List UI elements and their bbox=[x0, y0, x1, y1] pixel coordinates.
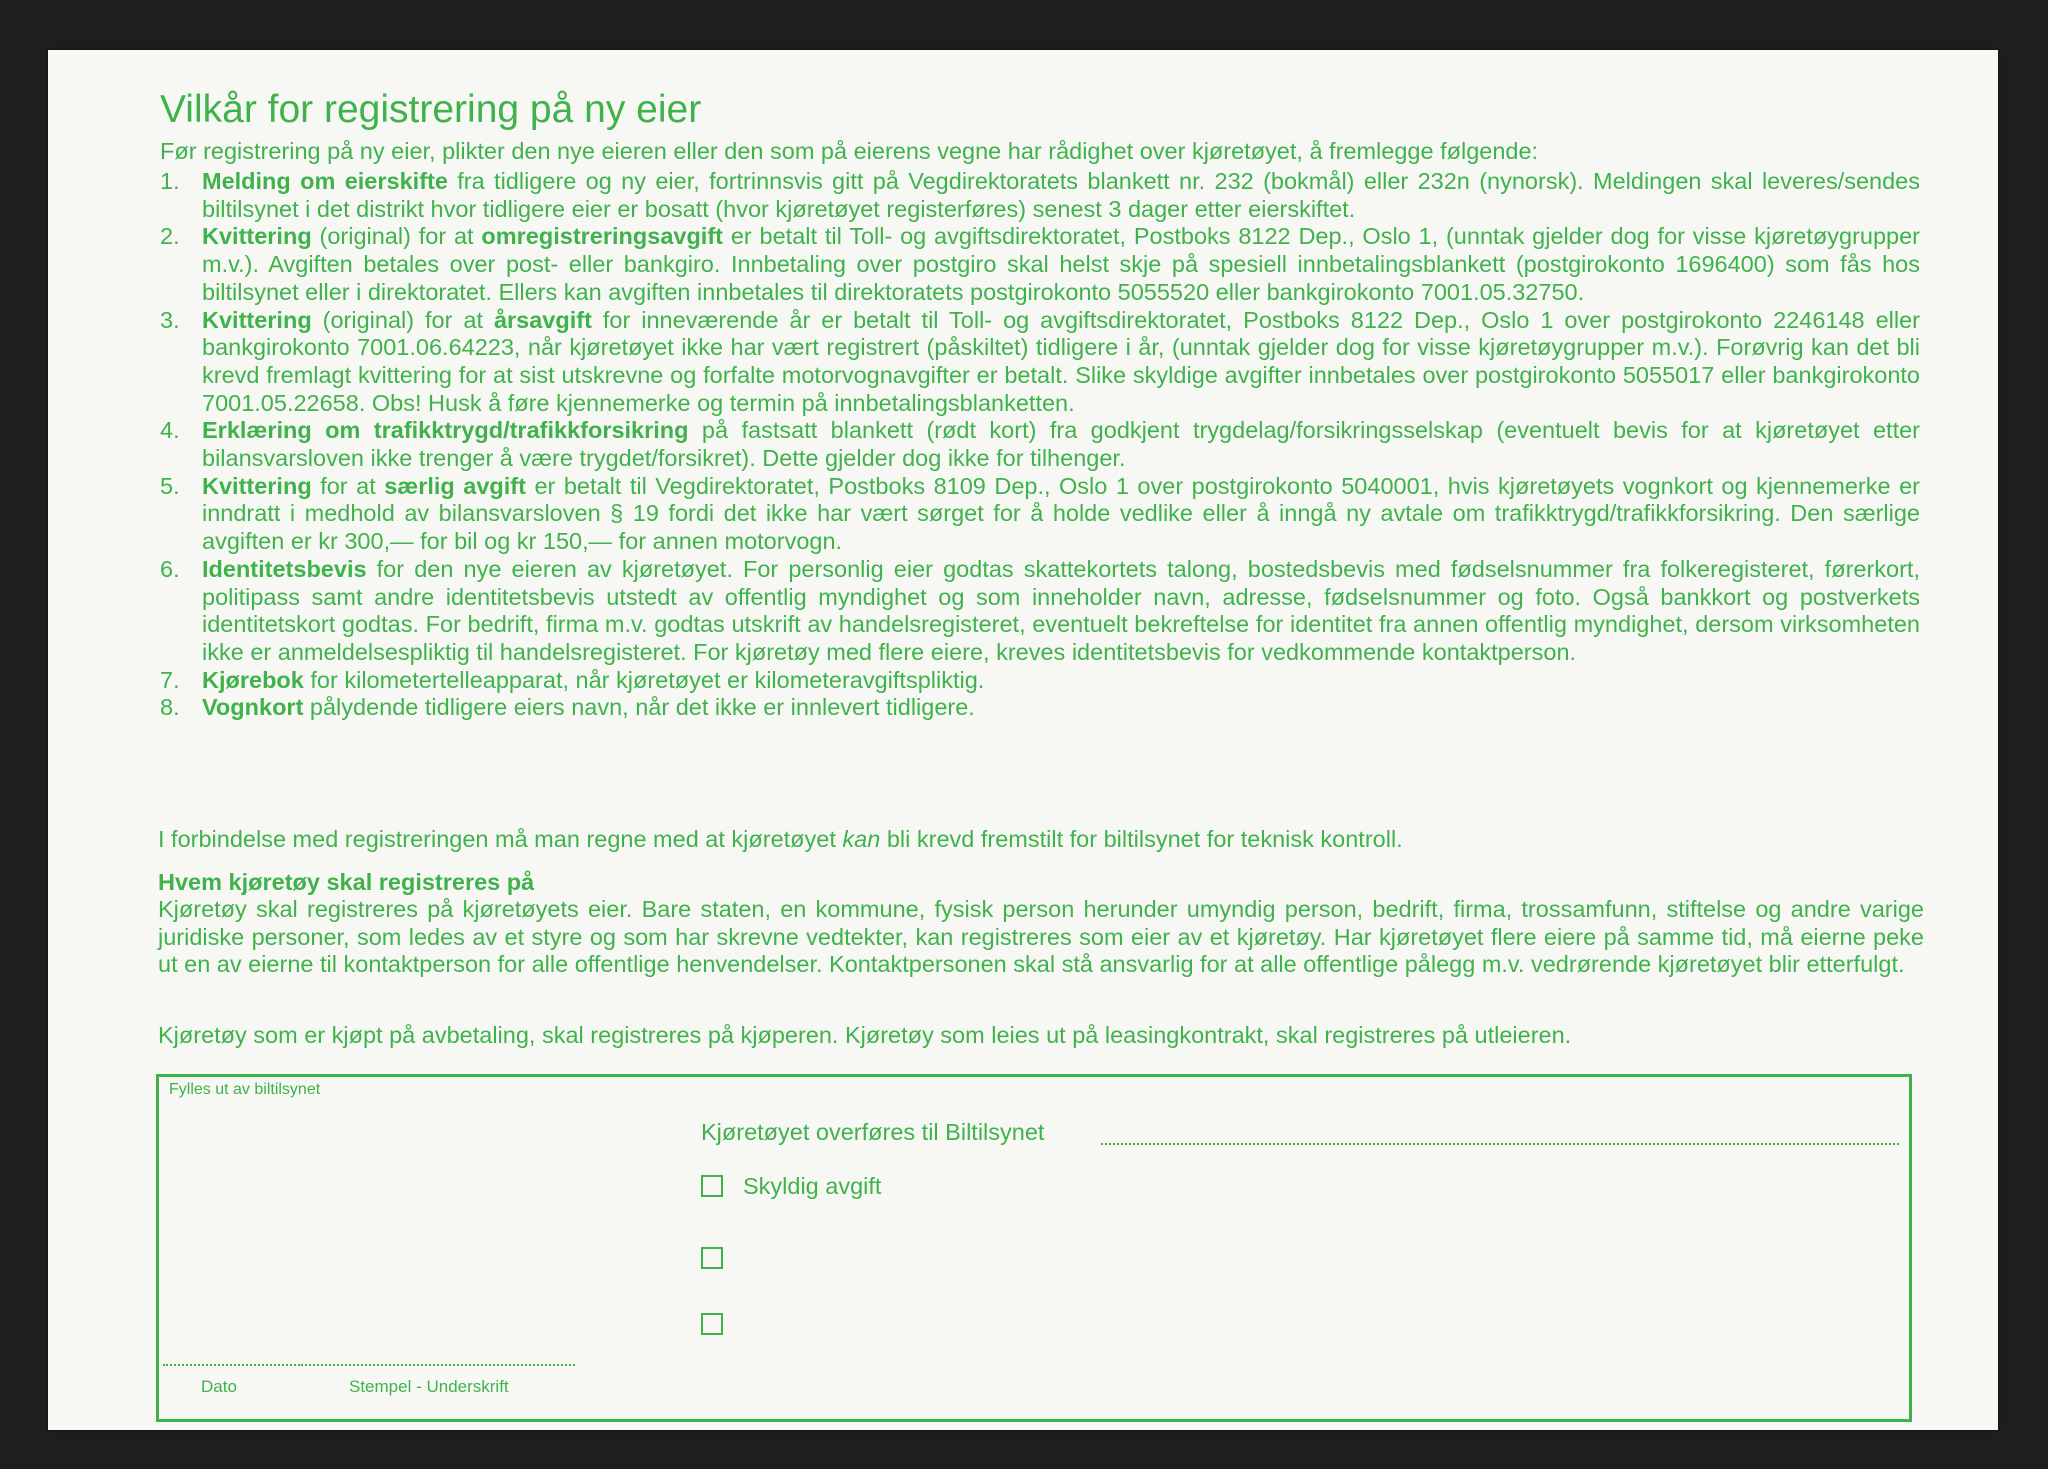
date-field[interactable] bbox=[163, 1364, 303, 1366]
office-use-label: Fylles ut av biltilsynet bbox=[169, 1081, 321, 1098]
skyldig-avgift-label: Skyldig avgift bbox=[743, 1173, 882, 1199]
list-item: 2. Kvittering (original) for at omregistreringsavgift er betalt til Toll- og avgiftsdirektoratet, Postboks 8122 Dep., Oslo 1, (unntak gjelder dog for visse kjøretøygrupper m.v.). Avgiften betales over post- eller bankgiro. Innbetaling over postgiro skal helst skje på spesiell innbetalingsblankett (postgirokonto 1696400) som fås hos biltilsynet eller i direktoratet. Ellers kan avgiften innbetales til direktoratets postgirokonto 5055520 eller bankgirokonto 7001.05.32750. bbox=[160, 223, 1921, 305]
item-heading: Identitetsbevis bbox=[202, 555, 367, 582]
item-heading: Kvittering bbox=[202, 306, 312, 333]
form-sheet bbox=[48, 50, 1998, 1430]
requirements-list bbox=[160, 168, 1920, 722]
transfer-label: Kjøretøyet overføres til Biltilsynet bbox=[701, 1119, 1045, 1145]
item-heading: Vognkort bbox=[202, 694, 304, 721]
item-number: 1. bbox=[160, 168, 180, 194]
stamp-signature-label: Stempel - Underskrift bbox=[349, 1377, 509, 1396]
list-item: 3. Kvittering (original) for at årsavgift for inneværende år er betalt til Toll- og avgiftsdirektoratet, Postboks 8122 Dep., Oslo 1 over postgirokonto 2246148 eller bankgirokonto 7001.06.64223, når kjøretøyet ikke har vært registrert (påskiltet) tidligere i år, (unntak gjelder dog for visse kjøretøygrupper m.v.). Forøvrig kan det bli krevd fremlagt kvittering for at sist utskrevne og forfalte motorvognavgifter er betalt. Slike skyldige avgifter innbetales over postgirokonto 5055017 eller bankgirokonto 7001.05.22658. Obs! Husk å føre kjennemerke og termin på innbetalingsblanketten. bbox=[160, 306, 1920, 416]
blank-checkbox-1[interactable] bbox=[701, 1247, 723, 1269]
list-item: 7. Kjørebok for kilometertelleapparat, når kjøretøyet er kilometeravgiftspliktig. bbox=[160, 666, 985, 693]
stamp-signature-field[interactable] bbox=[305, 1364, 575, 1366]
section-paragraph-2: Kjøretøy som er kjøpt på avbetaling, skal registreres på kjøperen. Kjøretøy som leies ut på leasingkontrakt, skal registreres på utleieren. bbox=[158, 1022, 1572, 1048]
list-item: 4. Erklæring om trafikktrygd/trafikkforsikring på fastsatt blankett (rødt kort) fra godkjent trygdelag/forsikringsselskap (eventuelt bevis for at kjøretøyet etter bilansvarsloven ikke trenger å være trygdet/forsikret). Dette gjelder dog ikke for tilhenger. bbox=[160, 417, 1920, 472]
item-heading: Melding om eierskifte bbox=[202, 168, 448, 194]
list-item: 5. Kvittering for at særlig avgift er betalt til Vegdirektoratet, Postboks 8109 Dep., Oslo 1 over postgirokonto 5040001, hvis kjøretøyets vognkort og kjennemerke er inndratt i medhold av bilansvarsloven § 19 fordi det ikke har vært sørget for å holde vedlike eller å inngå ny avtale om trafikktrygd/trafikkforsikring. Den særlige avgiften er kr 300,— for bil og kr 150,— for annen motorvogn. bbox=[160, 472, 1920, 555]
page-title: Vilkår for registrering på ny eier bbox=[160, 88, 702, 131]
item-heading: Kjørebok bbox=[202, 666, 304, 693]
transfer-field[interactable] bbox=[1101, 1143, 1899, 1145]
item-number: 8. bbox=[160, 694, 180, 721]
item-heading: Erklæring om trafikktrygd/trafikkforsikring bbox=[202, 417, 689, 444]
skyldig-avgift-checkbox[interactable] bbox=[701, 1175, 723, 1197]
item-number: 5. bbox=[160, 472, 180, 499]
item-number: 7. bbox=[160, 666, 180, 693]
section-heading: Hvem kjøretøy skal registreres på bbox=[158, 869, 535, 895]
office-use-box bbox=[156, 1074, 1912, 1422]
item-number: 6. bbox=[160, 555, 180, 582]
item-number: 3. bbox=[160, 306, 180, 333]
blank-checkbox-2[interactable] bbox=[701, 1313, 723, 1335]
inspection-note: I forbindelse med registreringen må man regne med at kjøretøyet kan bli krevd fremstilt for biltilsynet for teknisk kontroll. bbox=[158, 826, 1403, 852]
section-paragraph: Kjøretøy skal registreres på kjøretøyets eier. Bare staten, en kommune, fysisk person herunder umyndig person, bedrift, firma, trossamfunn, stiftelse og andre varige juridiske personer, som ledes av et styre og som har skrevne vedtekter, kan registreres som eier av et kjøretøy. Har kjøretøyet flere eiere på samme tid, må eierne peke ut en av eierne til kontaktperson for alle offentlige henvendelser. Kontaktpersonen skal stå ansvarlig for at alle offentlige pålegg m.v. vedrørende kjøretøyet blir etterfulgt. bbox=[158, 896, 1924, 977]
item-number: 2. bbox=[160, 223, 180, 250]
item-heading: Kvittering bbox=[202, 472, 312, 499]
date-label: Dato bbox=[201, 1377, 237, 1396]
list-item: 8. Vognkort pålydende tidligere eiers navn, når det ikke er innlevert tidligere. bbox=[160, 694, 975, 721]
list-item: 6. Identitetsbevis for den nye eieren av kjøretøyet. For personlig eier godtas skattekortets talong, bostedsbevis med fødselsnummer fra folkeregisteret, førerkort, politipass samt andre identitetsbevis utstedt av offentlig myndighet og som inneholder navn, adresse, fødselsnummer og foto. Også bankkort og postverkets identitetskort godtas. For bedrift, firma m.v. godtas utskrift av handelsregisteret, eventuelt bekreftelse for identitet fra annen offentlig myndighet, dersom virksomheten ikke er anmeldelsespliktig til handelsregisteret. For kjøretøy med flere eiere, kreves identitetsbevis for vedkommende kontaktperson. bbox=[160, 555, 1920, 665]
item-number: 4. bbox=[160, 417, 180, 444]
item-heading: Kvittering bbox=[202, 223, 312, 250]
intro-text: Før registrering på ny eier, plikter den nye eieren eller den som på eierens vegne har rådighet over kjøretøyet, å fremlegge følgende: bbox=[160, 138, 1539, 164]
list-item: 1. Melding om eierskifte fra tidligere og ny eier, fortrinnsvis gitt på Vegdirektoratets blankett nr. 232 (bokmål) eller 232n (nynorsk). Meldingen skal leveres/sendes biltilsynet i det distrikt hvor tidligere eier er bosatt (hvor kjøretøyet registerføres) senest 3 dager etter eierskiftet. bbox=[160, 168, 1921, 222]
